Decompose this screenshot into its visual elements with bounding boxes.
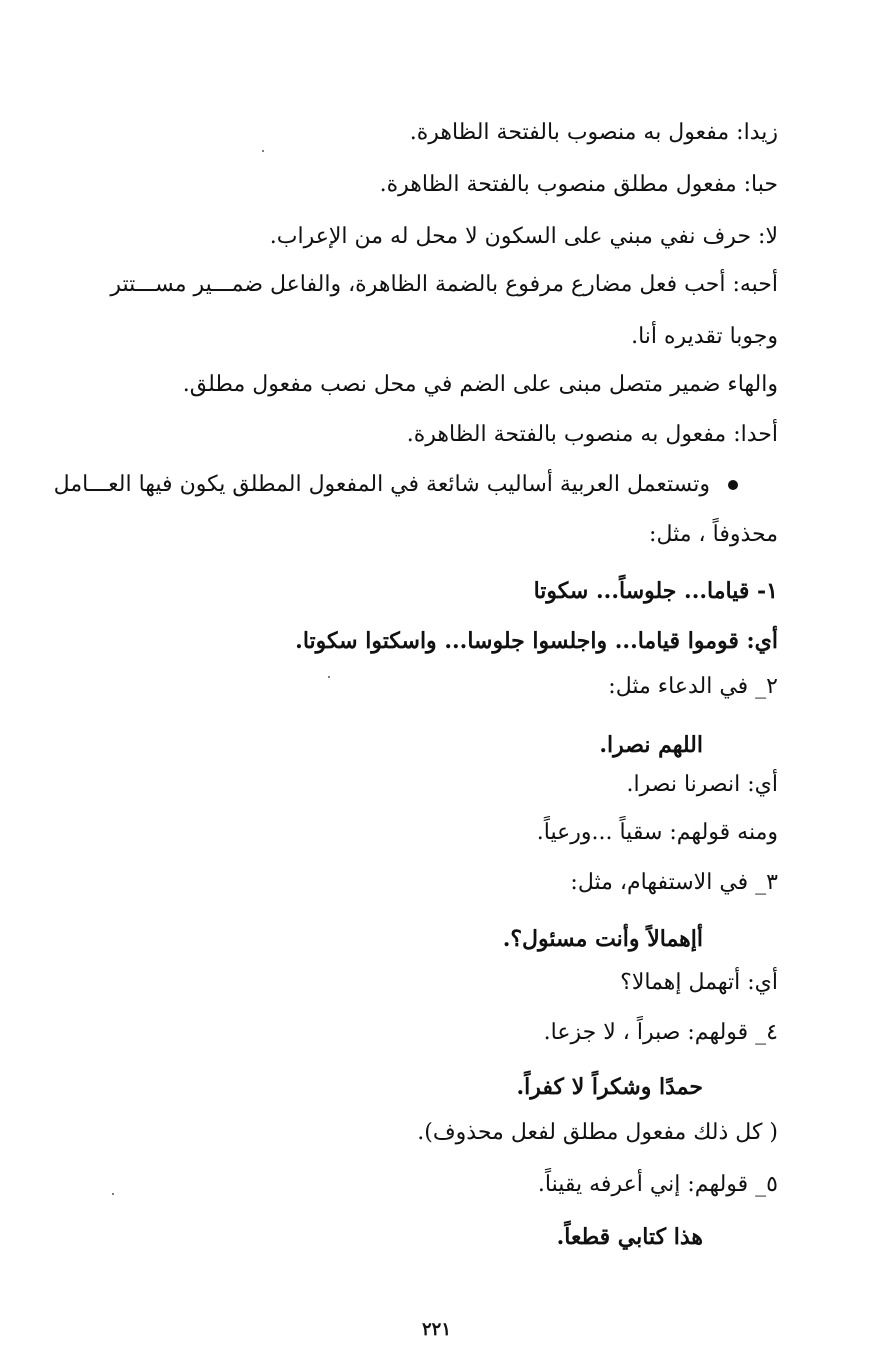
text-line-ahadan: أحدا: مفعول به منصوب بالفتحة الظاهرة. xyxy=(406,422,778,447)
text-line-hubban: حبا: مفعول مطلق منصوب بالفتحة الظاهرة. xyxy=(379,172,778,197)
section-heading-sabran: ٤_ قولهم: صبراً ، لا جزعا. xyxy=(543,1020,778,1045)
text-line-wujuban: وجوبا تقديره أنا. xyxy=(631,324,778,349)
note-mahdhuf: ( كل ذلك مفعول مطلق لفعل محذوف). xyxy=(417,1120,778,1145)
bullet-text: وتستعمل العربية أساليب شائعة في المفعول المطلق يكون فيها العـــامل xyxy=(53,472,710,497)
bullet-icon xyxy=(728,480,738,490)
example-saqyan: ومنه قولهم: سقياً ...ورعياً. xyxy=(536,820,778,845)
section-heading-yaqinan: ٥_ قولهم: إني أعرفه يقيناً. xyxy=(537,1172,778,1197)
example-hamdan: حمدًا وشكراً لا كفراً. xyxy=(516,1074,703,1100)
example-explanation-3: أي: أتهمل إهمالا؟ xyxy=(620,970,778,995)
section-heading-istifham: ٣_ في الاستفهام، مثل: xyxy=(570,870,778,895)
scan-speck xyxy=(328,676,330,678)
scan-speck xyxy=(112,1193,114,1195)
example-heading-1: ١- قياما... جلوساً... سكوتا xyxy=(533,578,778,604)
text-line-uhibbuhu: أحبه: أحب فعل مضارع مرفوع بالضمة الظاهرة، والفاعل ضمـــير مســـتتر xyxy=(110,272,778,297)
example-explanation-1: أي: قوموا قياما... واجلسوا جلوسا... واسكتوا سكوتا. xyxy=(295,628,778,654)
text-line-haa-pronoun: والهاء ضمير متصل مبنى على الضم في محل نصب مفعول مطلق. xyxy=(182,372,778,397)
text-line-la: لا: حرف نفي مبني على السكون لا محل له من الإعراب. xyxy=(269,224,778,249)
example-explanation-2: أي: انصرنا نصرا. xyxy=(626,772,778,797)
page-number: ٢٢١ xyxy=(421,1319,451,1340)
example-qatan: هذا كتابي قطعاً. xyxy=(556,1224,703,1250)
example-allahumma: اللهم نصرا. xyxy=(599,732,703,758)
bullet-paragraph xyxy=(53,470,778,500)
section-heading-dua: ٢_ في الدعاء مثل: xyxy=(608,674,778,699)
text-line-mahdhufan: محذوفاً ، مثل: xyxy=(649,522,778,547)
scan-speck xyxy=(262,150,264,152)
example-ihmalan: أإهمالاً وأنت مسئول؟. xyxy=(502,926,703,952)
text-line-zaydan: زيدا: مفعول به منصوب بالفتحة الظاهرة. xyxy=(409,120,778,145)
